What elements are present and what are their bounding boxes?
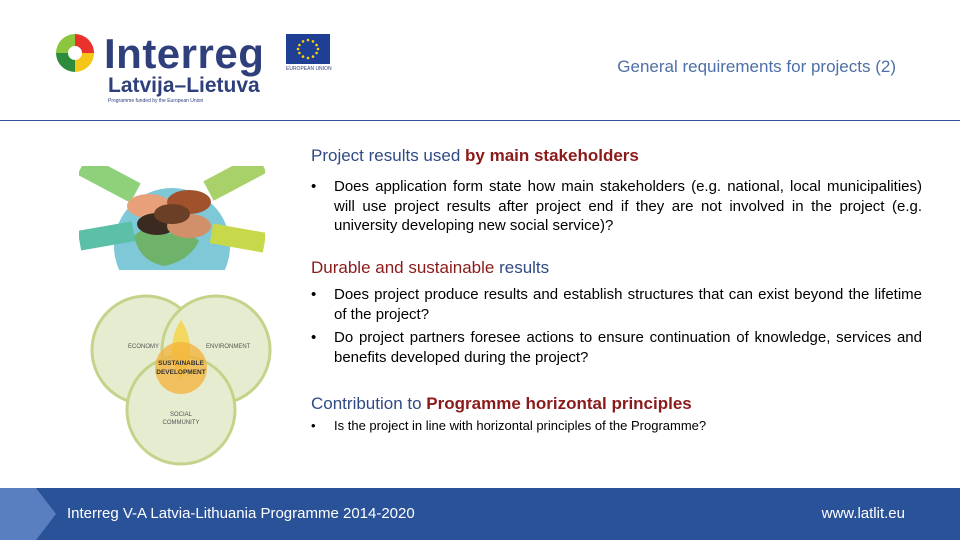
eu-label: EUROPEAN UNION [286, 66, 332, 72]
interreg-swirl-icon [52, 30, 98, 76]
venn-social-line2: COMMUNITY [162, 420, 200, 426]
page-title: General requirements for projects (2) [617, 57, 896, 76]
bullet-marker: • [311, 329, 317, 346]
venn-economy-label: ECONOMY [128, 344, 160, 350]
eu-flag-icon [286, 34, 330, 64]
venn-center-line1: SUSTAINABLE [158, 360, 204, 367]
logo-tagline: Programme funded by the European Union [108, 98, 204, 104]
bullet-marker: • [311, 178, 317, 195]
bullet-text: Do project partners foresee actions to ensure continuation of knowledge, services and benefits developed during the project? [334, 329, 922, 366]
section-title-text: results [494, 258, 550, 277]
section-title-text: Project results used [311, 146, 466, 165]
venn-social-line1: SOCIAL [169, 412, 193, 418]
bullet-item [311, 416, 922, 436]
logo-region: Latvija–Lietuva [108, 74, 260, 97]
bullet-text: Is the project in line with horizontal principles of the Programme? [334, 418, 707, 433]
section-horizontal-title [311, 394, 692, 414]
bullet-marker: • [311, 418, 316, 433]
bullet-text: Does application form state how main stakeholders (e.g. national, local municipalities) will use project results after project end if they are not involved in the project (e.g. university developing new social service)? [334, 178, 922, 234]
section-stakeholders-title [311, 146, 639, 166]
sustainability-venn-image [88, 288, 274, 468]
logo-name: Interreg [104, 30, 265, 77]
interreg-logo [52, 28, 342, 113]
header-divider [0, 120, 960, 121]
section-title-text: Contribution to [311, 394, 427, 413]
footer-website-link[interactable]: www.latlit.eu [821, 505, 905, 522]
footer-accent-wedge [0, 488, 56, 540]
hands-globe-image [79, 166, 265, 270]
bullet-item [311, 285, 922, 324]
bullet-marker: • [311, 286, 317, 303]
venn-center-line2: DEVELOPMENT [156, 369, 206, 376]
bullet-text: Does project produce results and establish structures that can exist beyond the lifetime of the project? [334, 286, 922, 323]
venn-environment-label: ENVIRONMENT [206, 344, 251, 350]
bullet-item [311, 177, 922, 236]
section-title-highlight: Programme horizontal principles [426, 394, 692, 413]
section-durable-title [311, 258, 549, 278]
bullet-item [311, 328, 922, 367]
section-title-highlight: by main stakeholders [465, 146, 639, 165]
section-title-highlight: Durable and sustainable [311, 258, 495, 277]
footer-programme-name: Interreg V-A Latvia-Lithuania Programme 2014-2020 [67, 505, 415, 522]
